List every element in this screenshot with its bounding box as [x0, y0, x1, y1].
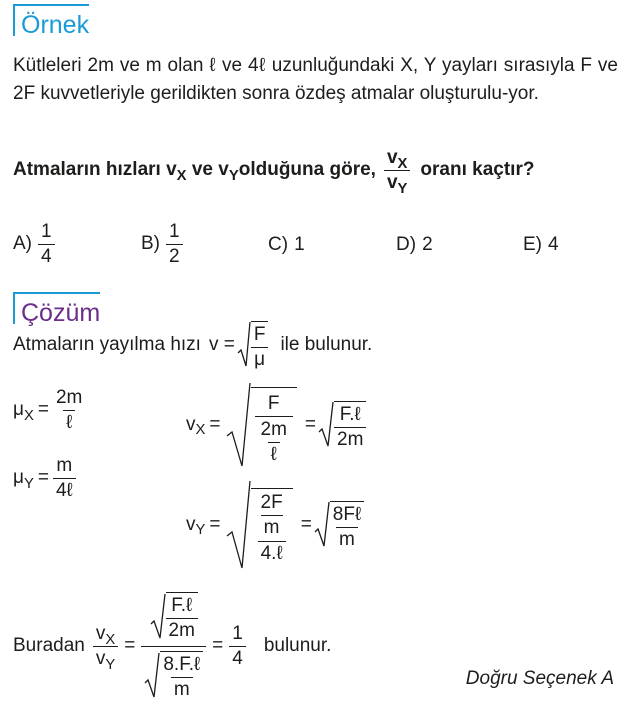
sqrt-icon — [237, 320, 251, 370]
final-row — [13, 586, 331, 706]
vx-res-sqrt-icon — [318, 400, 334, 450]
vy-equals: = — [209, 514, 221, 535]
question-line — [13, 147, 535, 198]
option-c-label: C) — [268, 234, 289, 255]
vy-row — [186, 478, 364, 572]
mu-y-label: μ — [13, 467, 24, 489]
final-ratio — [93, 622, 118, 673]
mu-y-sub: Y — [23, 475, 34, 492]
intro-den: μ — [251, 347, 268, 370]
solution-heading-text: Çözüm — [21, 299, 101, 327]
example-heading — [13, 4, 90, 39]
mu-x-row — [13, 388, 85, 433]
vy-res-num: 8Fℓ — [332, 503, 362, 525]
vy-inner-num: 2F — [260, 492, 283, 514]
question-end: oranı kaçtır? — [420, 159, 535, 181]
option-a-den: 4 — [38, 244, 55, 267]
question-post: olduğuna göre, — [238, 159, 376, 181]
question-ratio-den: v — [386, 171, 398, 193]
final-bot-den: m — [171, 677, 193, 700]
vy-res-frac — [330, 501, 364, 550]
vx-equals: = — [209, 414, 221, 435]
intro-frac — [251, 321, 269, 370]
option-b-label: B) — [141, 233, 160, 255]
option-e-value: 4 — [548, 234, 559, 255]
option-b-num: 1 — [169, 221, 180, 242]
final-bot-sqrt-icon — [144, 651, 160, 701]
vy-frac — [251, 488, 293, 564]
question-ratio-den-sub: Y — [397, 181, 408, 198]
vy-res-sqrt-icon — [314, 500, 330, 550]
intro-v: v = — [208, 334, 235, 355]
mu-x-den: ℓ — [63, 410, 75, 433]
vy-sqrt-icon — [225, 478, 251, 572]
mu-y-num: m — [56, 455, 73, 476]
mu-y-den: 4ℓ — [53, 478, 76, 501]
final-den: v — [95, 647, 106, 669]
final-big-frac — [141, 592, 206, 701]
vy-sub: Y — [195, 522, 206, 539]
vy-label: v — [186, 514, 196, 535]
final-pre: Buradan — [13, 635, 85, 656]
final-den-sub: Y — [105, 656, 116, 673]
option-c[interactable] — [268, 234, 305, 256]
option-c-value: 1 — [294, 234, 305, 255]
final-bot-num: 8.F.ℓ — [163, 654, 201, 676]
option-e-label: E) — [523, 234, 542, 255]
option-d[interactable] — [396, 234, 433, 256]
mu-x-sub: X — [23, 407, 34, 424]
final-top-num: F.ℓ — [171, 595, 193, 617]
question-ratio-num: v — [386, 147, 398, 168]
option-a[interactable] — [13, 222, 55, 267]
question-ratio — [384, 147, 410, 198]
mu-y-equals: = — [37, 467, 49, 489]
question-ratio-num-sub: X — [397, 156, 408, 173]
answer-note: Doğru Seçenek A — [465, 668, 614, 689]
vx-frac — [251, 387, 297, 465]
problem-text: Kütleleri 2m ve m olan ℓ ve 4ℓ uzunluğundaki X, Y yayları sırasıyla F ve 2F kuvvetleriyle gerildikten sonra özdeş atmalar oluşturulu-yor. — [13, 55, 618, 104]
final-equals: = — [124, 635, 136, 656]
vx-label: v — [186, 414, 196, 435]
question-sub-x: X — [176, 167, 187, 184]
vx-equals-2: = — [304, 414, 317, 435]
vx-sub: X — [195, 422, 206, 439]
option-b-den: 2 — [166, 244, 183, 267]
intro-line — [13, 320, 372, 370]
final-res-den: 4 — [229, 646, 246, 669]
question-sub-y: Y — [228, 167, 239, 184]
final-num: v — [95, 622, 106, 644]
mu-x-label: μ — [13, 399, 24, 421]
final-top-den: 2m — [166, 618, 198, 641]
vx-row — [186, 380, 366, 470]
vx-sqrt-icon — [225, 380, 251, 470]
vy-inner-den: m — [261, 515, 283, 538]
question-pre: Atmaların hızları v — [13, 159, 177, 181]
option-d-label: D) — [396, 234, 417, 255]
option-b[interactable] — [141, 222, 183, 267]
mu-y-row — [13, 456, 76, 501]
vx-res-num: F.ℓ — [339, 403, 361, 425]
intro-num: F — [253, 324, 266, 346]
mu-x-equals: = — [37, 399, 49, 421]
vy-outer-den: 4.ℓ — [258, 541, 286, 564]
option-e[interactable] — [523, 234, 559, 256]
vx-inner-num: 2m — [260, 419, 287, 441]
vx-res-den: 2m — [334, 427, 366, 450]
intro-post: ile bulunur. — [280, 334, 373, 355]
vx-inner-den: ℓ — [268, 442, 280, 465]
final-res-num: 1 — [232, 622, 243, 644]
final-equals-2: = — [212, 635, 224, 656]
question-mid: ve v — [186, 159, 229, 181]
option-a-num: 1 — [41, 221, 52, 242]
intro-pre: Atmaların yayılma hızı — [13, 334, 201, 355]
example-heading-text: Örnek — [21, 11, 90, 39]
final-post: bulunur. — [263, 635, 332, 656]
option-d-value: 2 — [422, 234, 433, 255]
vy-equals-2: = — [300, 514, 312, 535]
final-top-sqrt-icon — [150, 592, 166, 642]
vy-res-den: m — [336, 527, 358, 550]
mu-x-num: 2m — [55, 387, 83, 408]
vx-res-frac — [334, 401, 366, 450]
final-num-sub: X — [105, 631, 116, 648]
vx-outer-num: F — [267, 393, 280, 415]
option-a-label: A) — [13, 233, 32, 255]
